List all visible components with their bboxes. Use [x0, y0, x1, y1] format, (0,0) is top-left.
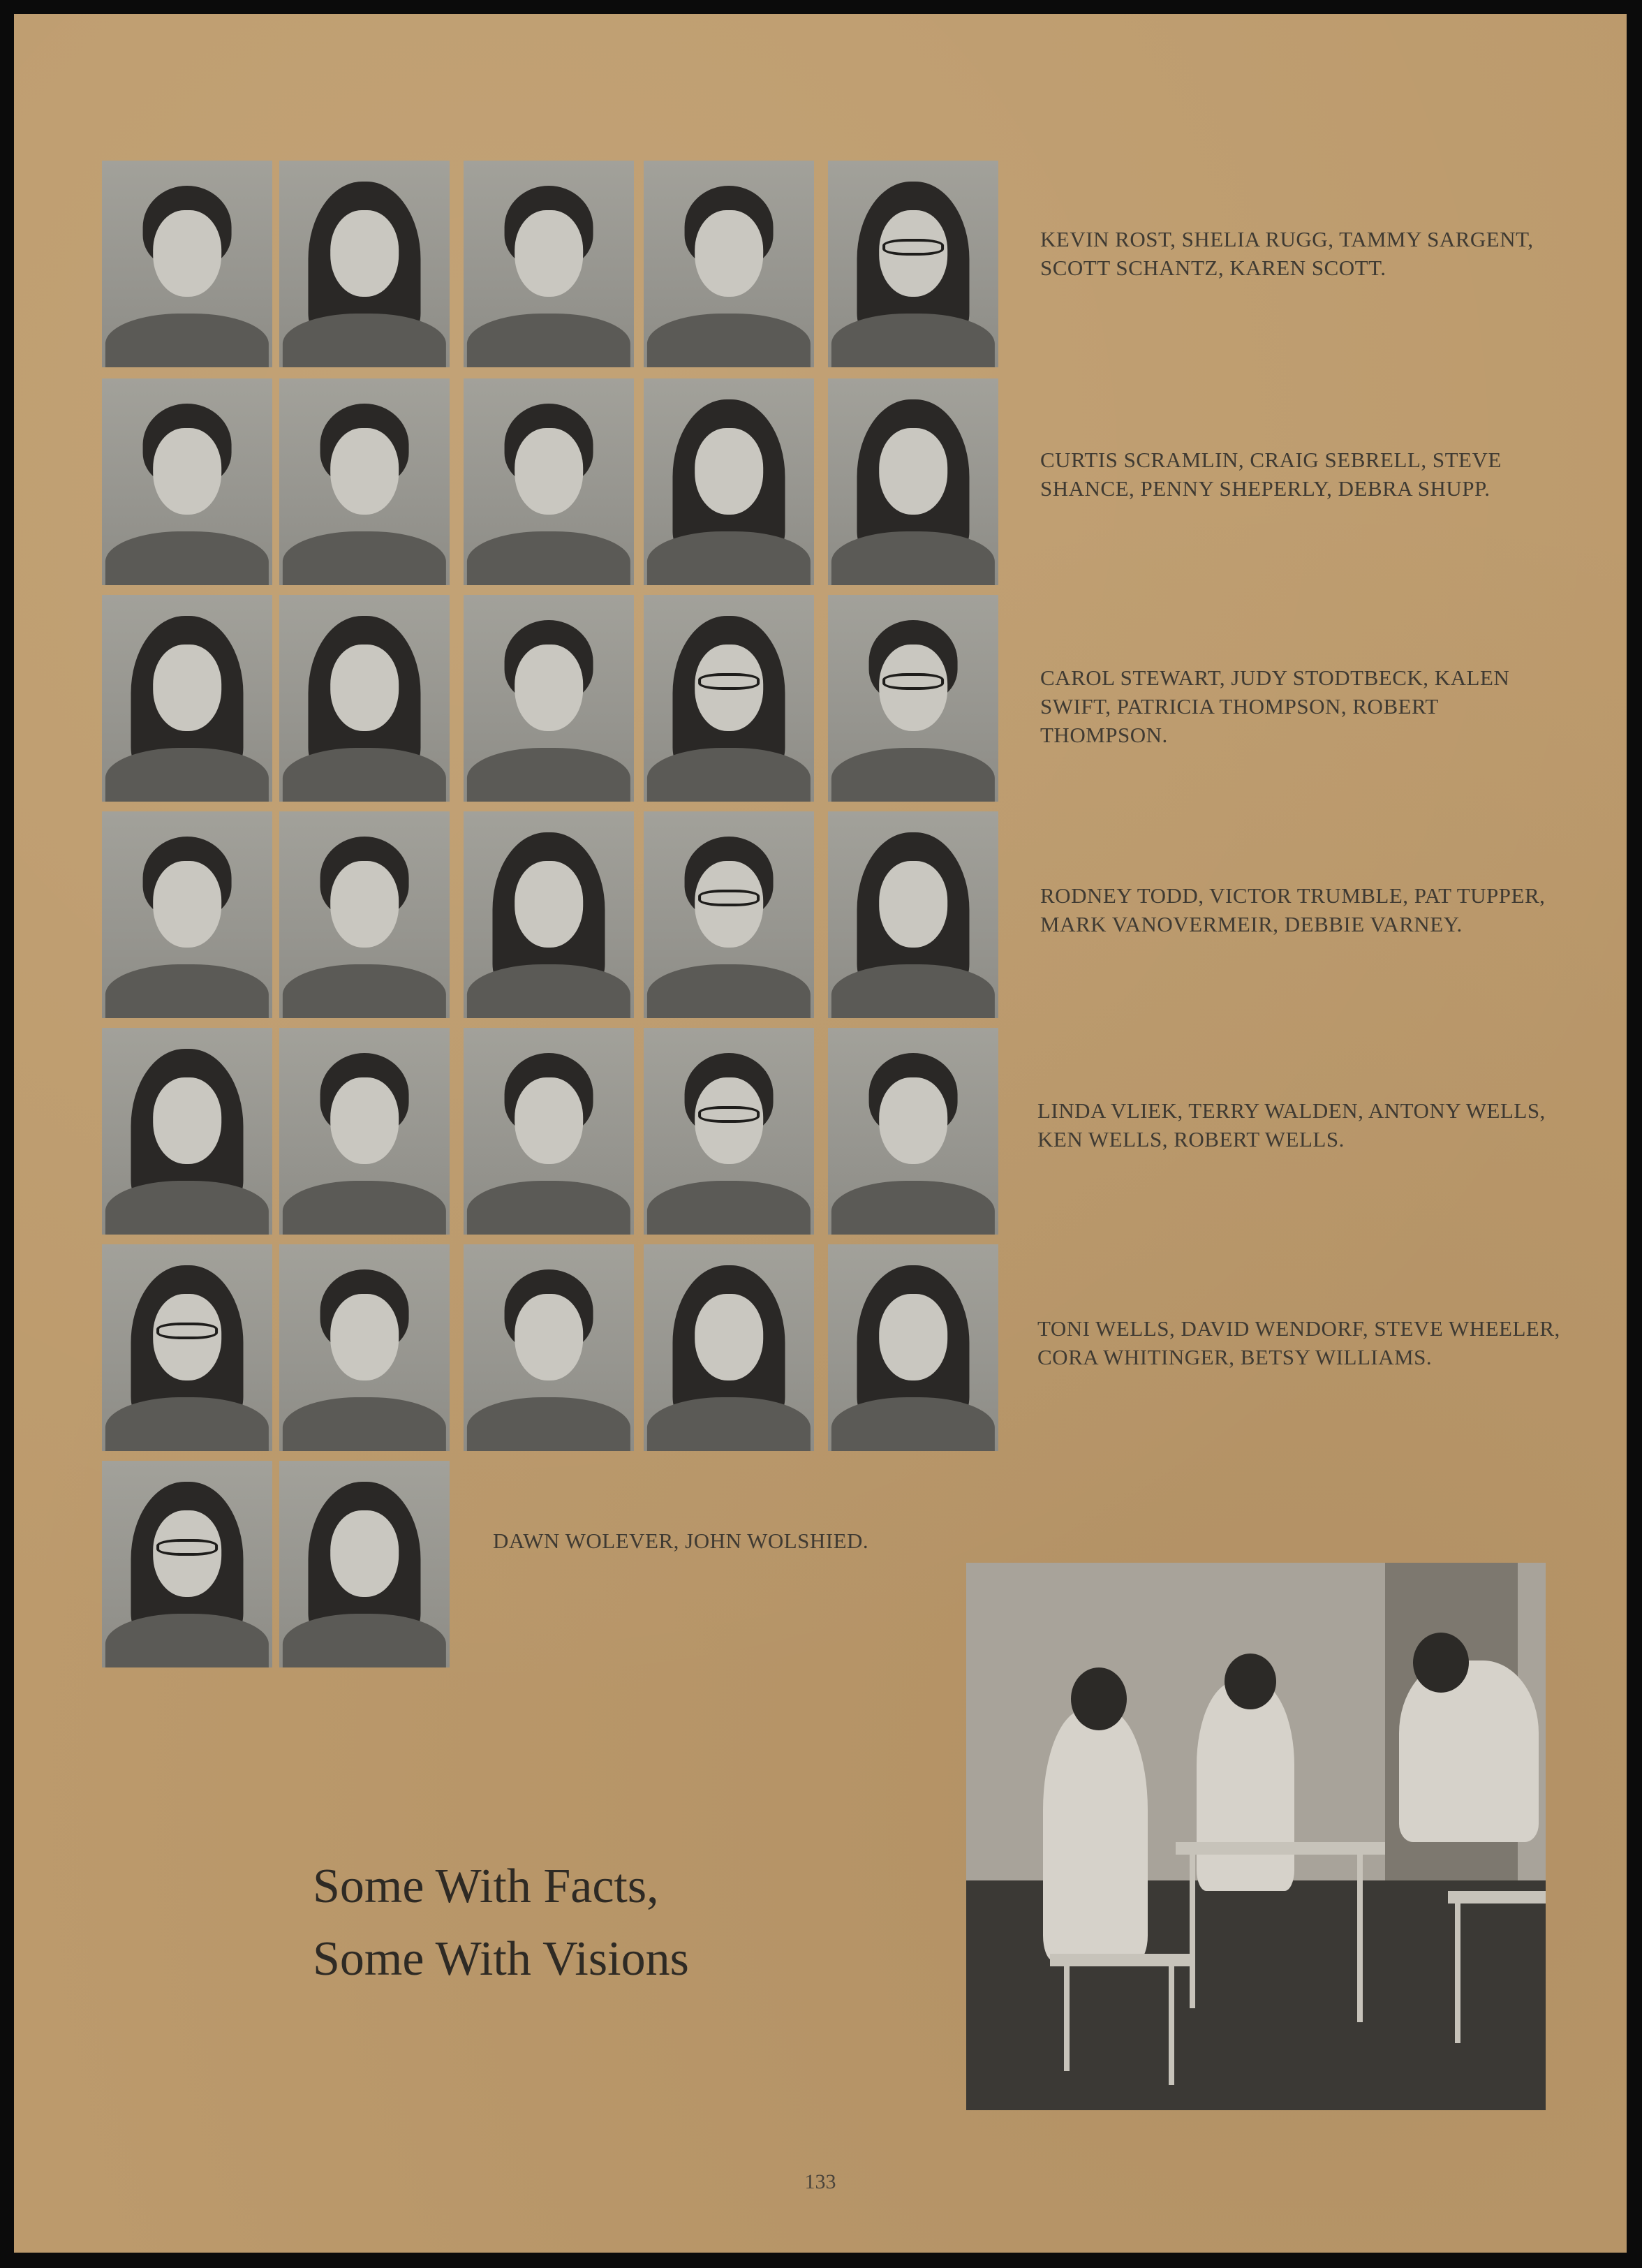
student-portrait	[464, 1244, 634, 1451]
portrait-body	[831, 748, 995, 802]
student-portrait	[464, 161, 634, 367]
portrait-face	[515, 1077, 583, 1164]
portrait-glasses	[156, 1323, 218, 1339]
student-portrait	[279, 1244, 450, 1451]
student-portrait	[102, 161, 272, 367]
portrait-body	[283, 1181, 446, 1235]
portrait-body	[467, 964, 630, 1018]
caption-row-4: RODNEY TODD, VICTOR TRUMBLE, PAT TUPPER, MARK VANOVERMEIR, DEBBIE VARNEY.	[1040, 883, 1546, 936]
student-portrait	[464, 595, 634, 802]
portrait-body	[105, 1614, 269, 1667]
chair-seat	[1050, 1954, 1190, 1966]
portrait-face	[153, 210, 221, 297]
portrait-face	[695, 428, 763, 515]
portrait-body	[467, 314, 630, 367]
portrait-body	[831, 964, 995, 1018]
portrait-face	[879, 1077, 947, 1164]
student-portrait	[279, 378, 450, 585]
portrait-face	[153, 1077, 221, 1164]
student-portrait	[102, 811, 272, 1018]
student-portrait	[279, 1461, 450, 1667]
portrait-body	[831, 1397, 995, 1451]
portrait-face	[515, 1294, 583, 1380]
portrait-face	[695, 210, 763, 297]
portrait-face	[515, 428, 583, 515]
portrait-body	[647, 1181, 811, 1235]
portrait-body	[283, 964, 446, 1018]
portrait-glasses	[698, 890, 760, 906]
portrait-body	[467, 1181, 630, 1235]
portrait-body	[283, 314, 446, 367]
student-portrait	[279, 595, 450, 802]
caption-row-2: CURTIS SCRAMLIN, CRAIG SEBRELL, STEVE SHANCE, PENNY SHEPERLY, DEBRA SHUPP.	[1040, 448, 1502, 501]
portrait-body	[467, 1397, 630, 1451]
caption-row-7: DAWN WOLEVER, JOHN WOLSHIED.	[493, 1529, 869, 1553]
student-portrait	[464, 811, 634, 1018]
portrait-body	[105, 314, 269, 367]
headline-line-1: Some With Facts,	[313, 1860, 659, 1913]
portrait-body	[647, 1397, 811, 1451]
teacher-figure	[1399, 1660, 1539, 1842]
portrait-face	[330, 645, 399, 731]
student-portrait	[828, 595, 998, 802]
student-portrait	[828, 161, 998, 367]
portrait-face	[330, 428, 399, 515]
portrait-body	[647, 748, 811, 802]
portrait-body	[283, 1397, 446, 1451]
portrait-body	[647, 531, 811, 585]
portrait-body	[105, 1181, 269, 1235]
portrait-body	[283, 748, 446, 802]
portrait-face	[153, 428, 221, 515]
chair-leg	[1064, 1966, 1070, 2071]
portrait-face	[515, 645, 583, 731]
student-portrait	[464, 1028, 634, 1235]
desk	[1176, 1842, 1385, 1855]
student-portrait	[644, 811, 814, 1018]
student-portrait	[279, 1028, 450, 1235]
student-portrait	[102, 1028, 272, 1235]
teacher-head	[1413, 1633, 1469, 1693]
portrait-glasses	[698, 1106, 760, 1123]
portrait-face	[330, 1294, 399, 1380]
portrait-body	[283, 1614, 446, 1667]
student-portrait	[102, 1461, 272, 1667]
portrait-face	[330, 1510, 399, 1597]
portrait-face	[153, 645, 221, 731]
student-portrait	[102, 378, 272, 585]
portrait-face	[153, 861, 221, 948]
portrait-face	[879, 861, 947, 948]
portrait-glasses	[156, 1539, 218, 1556]
student-portrait	[644, 378, 814, 585]
portrait-body	[283, 531, 446, 585]
yearbook-page	[14, 14, 1627, 2253]
headline-line-2: Some With Visions	[313, 1932, 689, 1986]
student-portrait	[102, 1244, 272, 1451]
desk-leg	[1455, 1904, 1460, 2043]
student-head	[1225, 1654, 1276, 1709]
desk	[1448, 1891, 1546, 1904]
caption-row-5: LINDA VLIEK, TERRY WALDEN, ANTONY WELLS, KEN WELLS, ROBERT WELLS.	[1037, 1098, 1546, 1151]
portrait-body	[647, 964, 811, 1018]
portrait-glasses	[882, 673, 944, 690]
portrait-face	[515, 861, 583, 948]
portrait-face	[695, 1294, 763, 1380]
student-portrait	[279, 811, 450, 1018]
chair-leg	[1169, 1966, 1174, 2085]
portrait-face	[515, 210, 583, 297]
student-portrait	[464, 378, 634, 585]
portrait-body	[467, 748, 630, 802]
portrait-face	[330, 861, 399, 948]
student-figure	[1043, 1709, 1148, 1961]
portrait-face	[879, 428, 947, 515]
student-figure	[1197, 1681, 1294, 1891]
student-portrait	[828, 1028, 998, 1235]
portrait-face	[330, 1077, 399, 1164]
portrait-body	[105, 531, 269, 585]
portrait-body	[105, 1397, 269, 1451]
headline	[313, 1850, 689, 1996]
student-portrait	[644, 1028, 814, 1235]
portrait-body	[831, 1181, 995, 1235]
student-portrait	[644, 1244, 814, 1451]
caption-row-6: TONI WELLS, DAVID WENDORF, STEVE WHEELER, CORA WHITINGER, BETSY WILLIAMS.	[1037, 1316, 1560, 1369]
desk-leg	[1357, 1855, 1363, 2022]
portrait-body	[105, 748, 269, 802]
student-portrait	[644, 161, 814, 367]
student-portrait	[828, 378, 998, 585]
desk-leg	[1190, 1855, 1195, 2008]
portrait-body	[831, 314, 995, 367]
portrait-body	[647, 314, 811, 367]
caption-row-1: KEVIN ROST, SHELIA RUGG, TAMMY SARGENT, SCOTT SCHANTZ, KAREN SCOTT.	[1040, 227, 1534, 280]
student-portrait	[828, 1244, 998, 1451]
portrait-glasses	[882, 239, 944, 256]
portrait-glasses	[698, 673, 760, 690]
page-number: 133	[804, 2170, 836, 2193]
student-portrait	[644, 595, 814, 802]
student-portrait	[102, 595, 272, 802]
portrait-body	[467, 531, 630, 585]
portrait-body	[105, 964, 269, 1018]
student-portrait	[828, 811, 998, 1018]
student-portrait	[279, 161, 450, 367]
portrait-face	[879, 1294, 947, 1380]
candid-classroom-photo	[966, 1563, 1546, 2110]
portrait-face	[330, 210, 399, 297]
portrait-body	[831, 531, 995, 585]
caption-row-3: CAROL STEWART, JUDY STODTBECK, KALEN SWIFT, PATRICIA THOMPSON, ROBERT THOMPSON.	[1040, 665, 1510, 747]
student-head	[1071, 1667, 1127, 1730]
